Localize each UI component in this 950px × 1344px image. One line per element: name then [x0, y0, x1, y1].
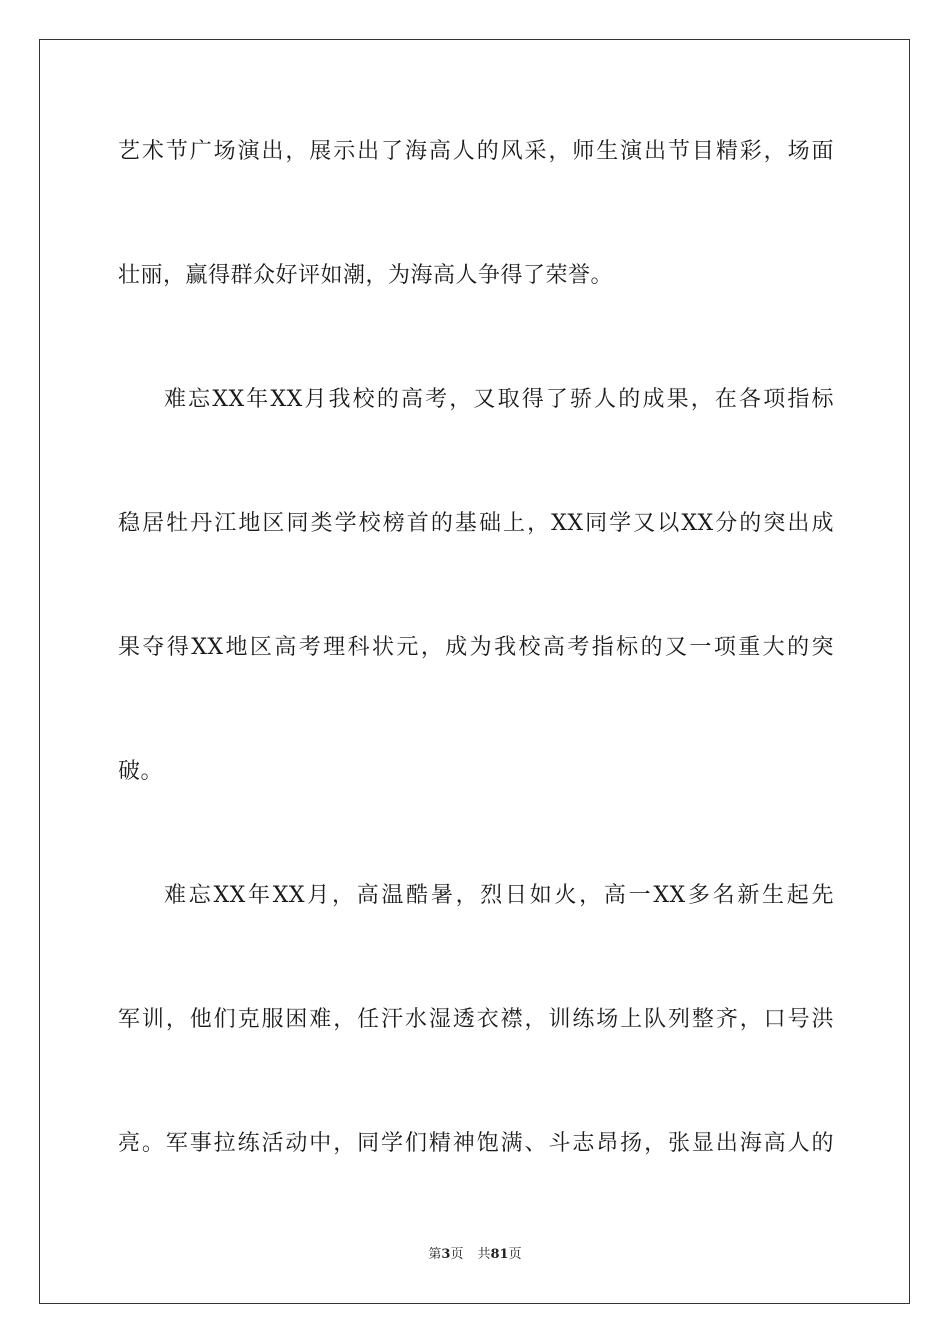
page-border: [39, 39, 910, 1304]
body-text-line: 亮。军事拉练活动中，同学们精神饱满、斗志昂扬，张显出海高人的: [118, 1131, 834, 1156]
total-label-suffix: 页: [508, 1247, 522, 1262]
page-label-suffix: 页: [450, 1247, 464, 1262]
body-text-line: 破。: [118, 759, 164, 784]
body-text-line: 军训，他们克服困难，任汗水湿透衣襟，训练场上队列整齐，口号洪: [118, 1007, 834, 1032]
page-footer: [0, 1246, 950, 1264]
total-label-prefix: 共: [477, 1247, 491, 1262]
body-text-line: 果夺得XX地区高考理科状元，成为我校高考指标的又一项重大的突: [118, 635, 834, 660]
body-text-line: 艺术节广场演出，展示出了海高人的风采，师生演出节目精彩，场面: [118, 139, 834, 164]
body-text-line: 壮丽，赢得群众好评如潮，为海高人争得了荣誉。: [118, 263, 614, 288]
current-page-number: 3: [441, 1247, 451, 1262]
body-text-line: 稳居牡丹江地区同类学校榜首的基础上，XX同学又以XX分的突出成: [118, 511, 834, 536]
page-label-prefix: 第: [428, 1247, 442, 1262]
body-text-line: 难忘XX年XX月，高温酷暑，烈日如火，高一XX多名新生起先: [164, 883, 834, 908]
total-page-number: 81: [490, 1247, 509, 1262]
body-text-line: 难忘XX年XX月我校的高考，又取得了骄人的成果，在各项指标: [164, 387, 834, 412]
